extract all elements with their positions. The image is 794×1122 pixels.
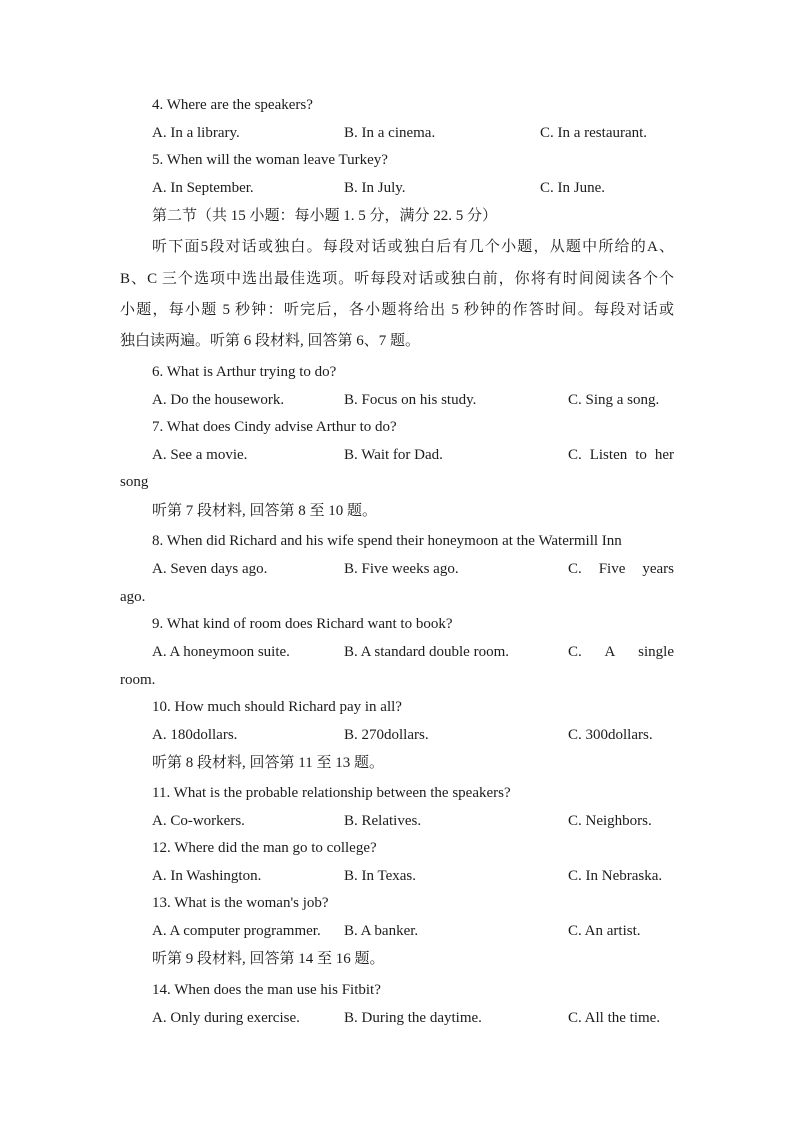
question-11-option-b: B. Relatives. xyxy=(344,813,422,829)
question-13-options xyxy=(0,921,794,941)
question-9-option-c-continued: room. xyxy=(120,672,156,688)
question-6-options xyxy=(0,390,794,410)
section-2-heading: 第二节（共 15 小题：每小题 1. 5 分，满分 22. 5 分） xyxy=(152,208,498,224)
question-5-options xyxy=(0,178,794,198)
question-11-stem: 11. What is the probable relationship between the speakers? xyxy=(152,785,511,801)
instruction-line-1 xyxy=(0,237,794,257)
instruction-line-2 xyxy=(0,269,794,289)
question-4-option-c: C. In a restaurant. xyxy=(540,125,648,141)
question-9-option-a: A. A honeymoon suite. xyxy=(152,644,290,660)
question-14-option-c: C. All the time. xyxy=(568,1010,661,1026)
question-12-option-c: C. In Nebraska. xyxy=(568,868,663,884)
question-8-option-c: C. Five years xyxy=(568,561,674,577)
question-8-stem: 8. When did Richard and his wife spend their honeymoon at the Watermill Inn xyxy=(152,533,622,549)
question-13-option-b: B. A banker. xyxy=(344,923,419,939)
question-6-option-b: B. Focus on his study. xyxy=(344,392,477,408)
question-9-options xyxy=(0,642,794,662)
question-11 xyxy=(0,783,794,803)
question-11-options xyxy=(0,811,794,831)
question-10-options xyxy=(0,725,794,745)
question-8-option-c-wrap xyxy=(0,587,794,607)
question-7-option-c-wrap xyxy=(0,472,794,492)
passage-direction: 听第 9 段材料, 回答第 14 至 16 题。 xyxy=(152,951,385,967)
question-12-options xyxy=(0,866,794,886)
question-7-option-b: B. Wait for Dad. xyxy=(344,447,443,463)
question-9-option-b: B. A standard double room. xyxy=(344,644,509,660)
question-4 xyxy=(0,95,794,115)
question-10-option-c: C. 300dollars. xyxy=(568,727,653,743)
question-6-option-c: C. Sing a song. xyxy=(568,392,660,408)
question-13-option-a: A. A computer programmer. xyxy=(152,923,321,939)
instruction-text: 独白读两遍。听第 6 段材料, 回答第 6、7 题。 xyxy=(120,333,421,349)
question-13 xyxy=(0,893,794,913)
question-9-option-c: C. A single xyxy=(568,644,674,660)
passage-direction: 听第 7 段材料, 回答第 8 至 10 题。 xyxy=(152,503,378,519)
passage-direction: 听第 8 段材料, 回答第 11 至 13 题。 xyxy=(152,755,384,771)
question-14 xyxy=(0,980,794,1000)
question-12 xyxy=(0,838,794,858)
question-13-stem: 13. What is the woman's job? xyxy=(152,895,329,911)
instruction-line-4 xyxy=(0,331,794,351)
passage-9-direction-line xyxy=(0,949,794,969)
question-12-option-a: A. In Washington. xyxy=(152,868,262,884)
question-11-option-c: C. Neighbors. xyxy=(568,813,652,829)
question-12-option-b: B. In Texas. xyxy=(344,868,416,884)
passage-7-direction-line xyxy=(0,501,794,521)
instruction-text: 听下面5段对话或独白。每段对话或独白后有几个小题，从题中所给的A、 xyxy=(152,239,674,255)
question-4-option-a: A. In a library. xyxy=(152,125,240,141)
question-11-option-a: A. Co-workers. xyxy=(152,813,245,829)
question-14-option-a: A. Only during exercise. xyxy=(152,1010,300,1026)
question-10 xyxy=(0,697,794,717)
question-5-option-c: C. In June. xyxy=(540,180,605,196)
question-9 xyxy=(0,614,794,634)
question-8-option-a: A. Seven days ago. xyxy=(152,561,268,577)
question-8-option-b: B. Five weeks ago. xyxy=(344,561,459,577)
question-13-option-c: C. An artist. xyxy=(568,923,641,939)
question-14-option-b: B. During the daytime. xyxy=(344,1010,482,1026)
instruction-line-3 xyxy=(0,300,794,320)
question-14-options xyxy=(0,1008,794,1028)
question-7 xyxy=(0,417,794,437)
question-7-options xyxy=(0,445,794,465)
question-14-stem: 14. When does the man use his Fitbit? xyxy=(152,982,381,998)
question-6-stem: 6. What is Arthur trying to do? xyxy=(152,364,337,380)
question-7-option-a: A. See a movie. xyxy=(152,447,248,463)
question-5 xyxy=(0,150,794,170)
question-8-option-c-continued: ago. xyxy=(120,589,146,605)
question-7-option-c-continued: song xyxy=(120,474,149,490)
question-4-stem: 4. Where are the speakers? xyxy=(152,97,313,113)
question-9-stem: 9. What kind of room does Richard want to book? xyxy=(152,616,453,632)
question-4-options xyxy=(0,123,794,143)
question-7-stem: 7. What does Cindy advise Arthur to do? xyxy=(152,419,397,435)
question-5-option-b: B. In July. xyxy=(344,180,406,196)
question-8 xyxy=(0,531,794,551)
passage-8-direction-line xyxy=(0,753,794,773)
question-10-option-b: B. 270dollars. xyxy=(344,727,429,743)
question-12-stem: 12. Where did the man go to college? xyxy=(152,840,377,856)
question-5-stem: 5. When will the woman leave Turkey? xyxy=(152,152,388,168)
instruction-text: 小题，每小题 5 秒钟：听完后，各小题将给出 5 秒钟的作答时间。每段对话或 xyxy=(120,302,674,318)
section-2-heading-line xyxy=(0,206,794,226)
question-4-option-b: B. In a cinema. xyxy=(344,125,436,141)
question-6 xyxy=(0,362,794,382)
instruction-text: B、C 三个选项中选出最佳选项。听每段对话或独白前，你将有时间阅读各个个 xyxy=(120,271,674,287)
question-6-option-a: A. Do the housework. xyxy=(152,392,285,408)
question-10-option-a: A. 180dollars. xyxy=(152,727,238,743)
question-8-options xyxy=(0,559,794,579)
question-10-stem: 10. How much should Richard pay in all? xyxy=(152,699,402,715)
question-5-option-a: A. In September. xyxy=(152,180,254,196)
question-7-option-c: C. Listen to her xyxy=(568,447,674,463)
question-9-option-c-wrap xyxy=(0,670,794,690)
